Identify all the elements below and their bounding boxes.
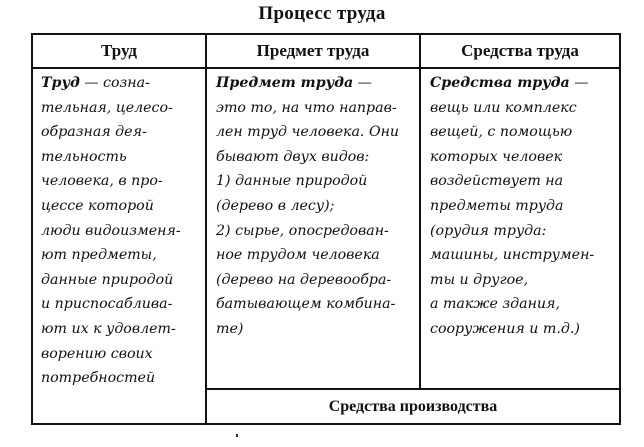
- definition-line: тельная, целесо-: [41, 99, 173, 116]
- definition-line: ты и другое,: [430, 271, 529, 288]
- definition-line: данные природой: [41, 271, 174, 288]
- definition-line: ют предметы,: [41, 247, 157, 264]
- definition-line: ное трудом человека: [216, 247, 380, 264]
- definition-line: люди видоизменя-: [41, 222, 181, 239]
- definition-line: тельность: [41, 148, 127, 165]
- definition-line: и приспосаблива-: [41, 296, 173, 313]
- labor-process-table: [31, 33, 621, 425]
- definition-line: предметы труда: [430, 197, 564, 214]
- definition-line: лен труд человека. Они: [216, 124, 400, 141]
- definition-line: человека, в про-: [41, 173, 163, 190]
- header-means-of-labor: Средства труда: [461, 41, 579, 60]
- definition-line: это то, на что направ-: [216, 99, 397, 116]
- definition-means-of-labor: [430, 71, 594, 342]
- definition-line: (дерево на деревообра-: [216, 271, 392, 288]
- definition-line: те): [216, 320, 244, 337]
- definition-line: 1) данные природой: [216, 173, 368, 190]
- column-divider-2: [419, 35, 421, 390]
- scan-speck: [236, 434, 238, 437]
- definition-line: 2) сырье, опосредован-: [216, 222, 389, 239]
- definition-line: батывающем комбина-: [216, 296, 396, 313]
- footer-means-of-production: Средства производства: [328, 398, 498, 415]
- definition-line: — созна-: [79, 75, 150, 91]
- definition-line: —: [569, 75, 589, 91]
- term-means-of-labor: Средства труда: [430, 75, 570, 91]
- definition-line: ют их к удовлет-: [41, 320, 176, 337]
- definition-line: сооружения и т.д.): [430, 320, 580, 337]
- definition-line: вещей, с помощью: [430, 124, 573, 141]
- definition-line: которых человек: [430, 148, 563, 165]
- term-object-of-labor: Предмет труда: [216, 75, 354, 91]
- definition-line: образная дея-: [41, 124, 147, 141]
- term-labor: Труд: [41, 75, 80, 91]
- definition-line: цессе которой: [41, 197, 154, 214]
- definition-object-of-labor: [216, 71, 399, 342]
- column-divider-1: [205, 35, 207, 423]
- definition-line: вещь или комплекс: [430, 99, 577, 116]
- header-labor: Труд: [101, 41, 137, 60]
- header-divider: [33, 67, 619, 69]
- definition-line: (орудия труда:: [430, 222, 547, 239]
- page-title: Процесс труда: [258, 3, 386, 24]
- definition-line: машины, инструмен-: [430, 247, 595, 264]
- definition-line: бывают двух видов:: [216, 148, 370, 165]
- definition-labor: [41, 71, 181, 391]
- definition-line: —: [353, 75, 372, 91]
- definition-line: (дерево в лесу);: [216, 197, 335, 214]
- header-object-of-labor: Предмет труда: [256, 41, 370, 60]
- definition-line: воздействует на: [430, 173, 564, 190]
- definition-line: ворению своих: [41, 345, 153, 362]
- definition-line: потребностей: [41, 370, 156, 387]
- definition-line: а также здания,: [430, 296, 560, 313]
